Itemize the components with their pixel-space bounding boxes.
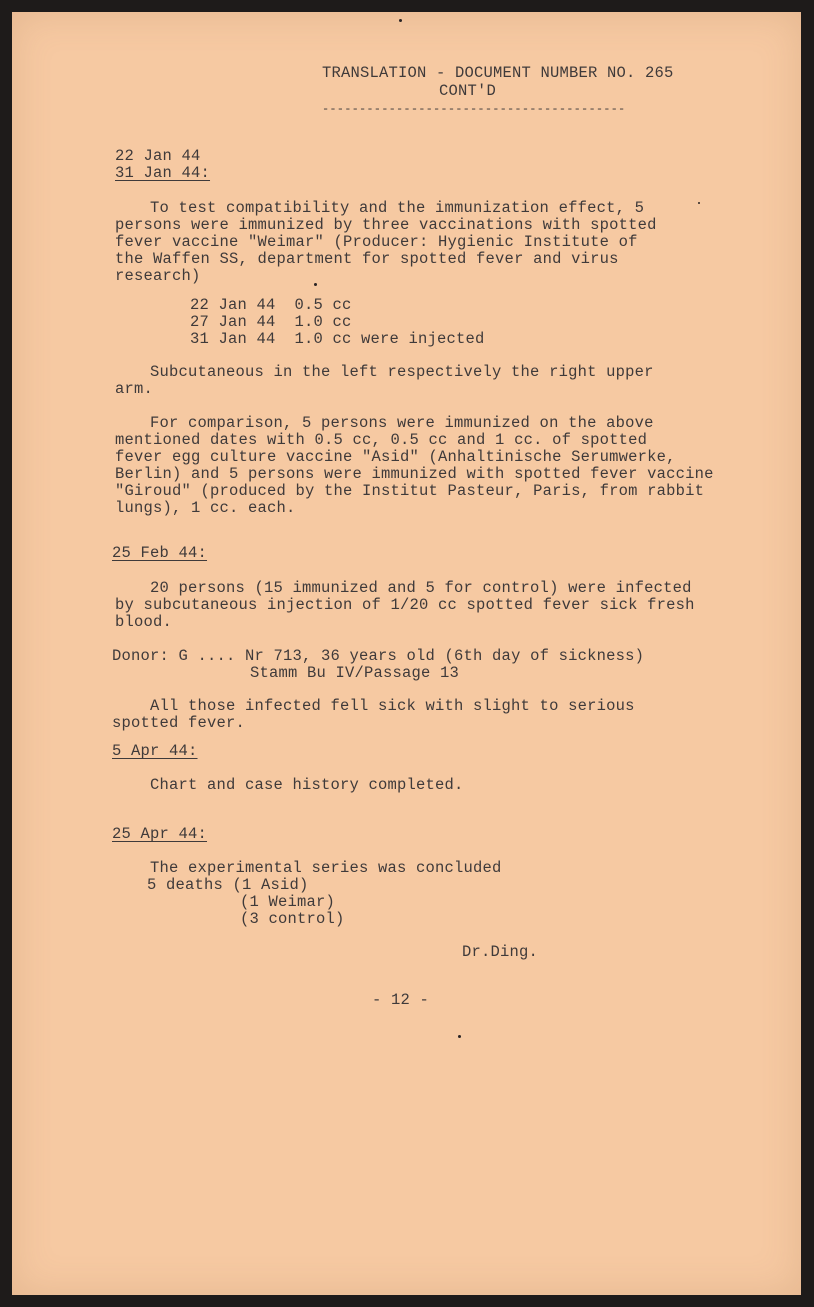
- entry1-para-line: To test compatibility and the immunization effect, 5: [150, 199, 645, 217]
- page-number: - 12 -: [372, 991, 430, 1009]
- entry4-line: 5 deaths (1 Asid): [147, 876, 309, 894]
- document-title: TRANSLATION - DOCUMENT NUMBER NO. 265: [322, 64, 674, 82]
- entry3-text: Chart and case history completed.: [150, 776, 464, 794]
- comparison-line: lungs), 1 cc. each.: [115, 499, 296, 517]
- entry2-para-line: blood.: [115, 613, 173, 631]
- dose-line: 22 Jan 44 0.5 cc: [190, 296, 352, 314]
- comparison-line: fever egg culture vaccine "Asid" (Anhaltinische Serumwerke,: [115, 448, 676, 466]
- signature: Dr.Ding.: [462, 943, 539, 961]
- sick-line: All those infected fell sick with slight to serious: [150, 697, 635, 715]
- dose-line: 27 Jan 44 1.0 cc: [190, 313, 352, 331]
- entry3-date: 5 Apr 44:: [112, 742, 198, 760]
- sick-line: spotted fever.: [112, 714, 246, 732]
- entry1-date2: 31 Jan 44:: [115, 164, 211, 182]
- comparison-line: "Giroud" (produced by the Institut Pasteur, Paris, from rabbit: [115, 482, 705, 500]
- entry4-line: (1 Weimar): [240, 893, 336, 911]
- entry2-date: 25 Feb 44:: [112, 544, 208, 562]
- document-subtitle: CONT'D: [439, 82, 497, 100]
- entry1-para-line: persons were immunized by three vaccinations with spotted: [115, 216, 657, 234]
- comparison-line: For comparison, 5 persons were immunized on the above: [150, 414, 654, 432]
- entry1-para-line: the Waffen SS, department for spotted fever and virus: [115, 250, 619, 268]
- entry4-line: The experimental series was concluded: [150, 859, 502, 877]
- entry2-para-line: by subcutaneous injection of 1/20 cc spotted fever sick fresh: [115, 596, 695, 614]
- paper-speck: [314, 283, 317, 286]
- header-rule: -----------------------------------------: [322, 102, 626, 116]
- comparison-line: mentioned dates with 0.5 cc, 0.5 cc and 1 cc. of spotted: [115, 431, 648, 449]
- donor-line: Donor: G .... Nr 713, 36 years old (6th day of sickness): [112, 647, 645, 665]
- paper-speck: [399, 19, 402, 22]
- entry4-date: 25 Apr 44:: [112, 825, 208, 843]
- dose-line: 31 Jan 44 1.0 cc were injected: [190, 330, 485, 348]
- entry1-para-line: fever vaccine "Weimar" (Producer: Hygienic Institute of: [115, 233, 638, 251]
- entry2-para-line: 20 persons (15 immunized and 5 for control) were infected: [150, 579, 692, 597]
- subcut-line: Subcutaneous in the left respectively the right upper: [150, 363, 654, 381]
- document-page: [12, 12, 801, 1295]
- donor-line: Stamm Bu IV/Passage 13: [250, 664, 460, 682]
- paper-speck: [698, 202, 700, 204]
- entry1-para-line: research): [115, 267, 201, 285]
- comparison-line: Berlin) and 5 persons were immunized with spotted fever vaccine: [115, 465, 714, 483]
- entry1-date1: 22 Jan 44: [115, 147, 201, 165]
- entry4-line: (3 control): [240, 910, 345, 928]
- subcut-line: arm.: [115, 380, 154, 398]
- paper-speck: [458, 1035, 461, 1038]
